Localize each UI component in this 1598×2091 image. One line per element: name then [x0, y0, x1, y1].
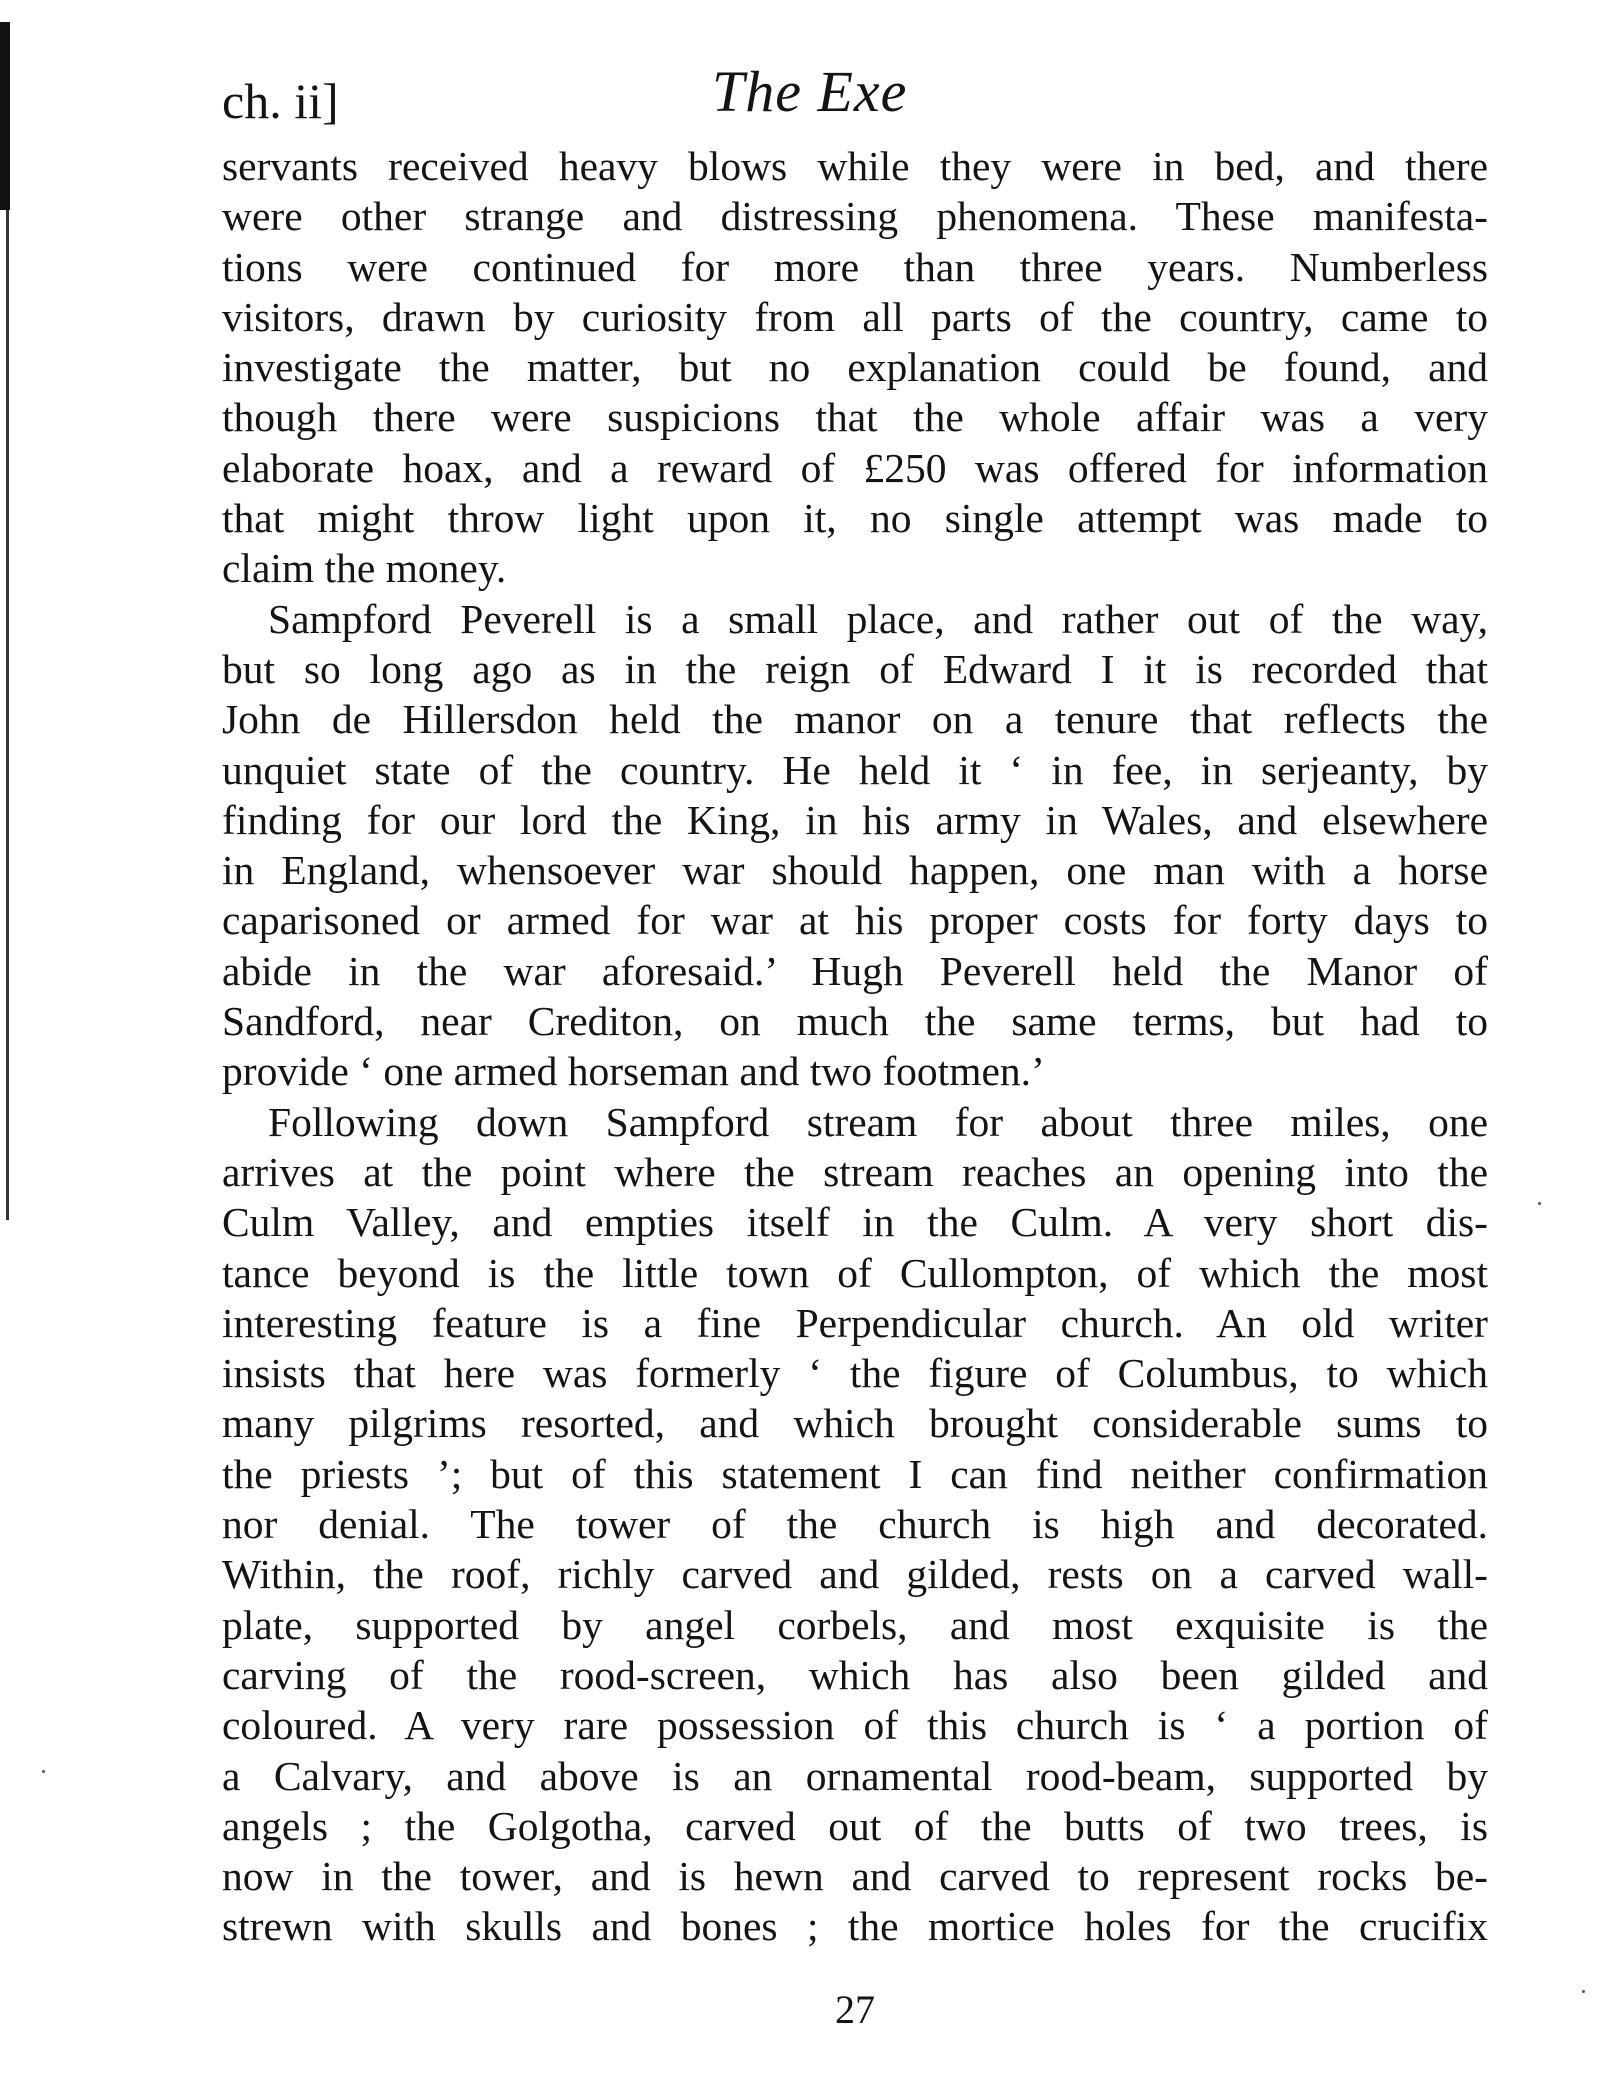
running-header [222, 58, 1488, 138]
text-line: coloured. A very rare possession of this church is ‘ a portion of [222, 1702, 1488, 1749]
text-line: tions were continued for more than three years. Numberless [222, 243, 1488, 290]
text-line: a Calvary, and above is an ornamental rood-beam, supported by [222, 1752, 1488, 1799]
text-line: investigate the matter, but no explanation could be found, and [222, 344, 1488, 391]
text-line: unquiet state of the country. He held it ‘ in fee, in serjeanty, by [222, 746, 1488, 793]
text-line: arrives at the point where the stream reaches an opening into the [222, 1148, 1488, 1195]
text-line: plate, supported by angel corbels, and most exquisite is the [222, 1601, 1488, 1648]
text-line: Following down Sampford stream for about three miles, one [268, 1098, 1488, 1145]
text-line: Culm Valley, and empties itself in the Culm. A very short dis- [222, 1199, 1488, 1246]
text-line: insists that here was formerly ‘ the figure of Columbus, to which [222, 1350, 1488, 1397]
page-number: 27 [835, 1987, 875, 2032]
text-line: visitors, drawn by curiosity from all parts of the country, came to [222, 293, 1488, 340]
text-line: caparisoned or armed for war at his proper costs for forty days to [222, 897, 1488, 944]
text-line: elaborate hoax, and a reward of £250 was offered for information [222, 444, 1488, 491]
chapter-label: ch. ii] [222, 73, 339, 129]
paragraph [222, 141, 1488, 594]
text-line: tance beyond is the little town of Cullompton, of which the most [222, 1249, 1488, 1296]
text-line: servants received heavy blows while they were in bed, and there [222, 143, 1488, 189]
paragraph [222, 594, 1488, 1097]
scan-speck [1538, 1202, 1541, 1205]
paragraph [222, 1097, 1488, 1952]
scan-edge-mark [0, 22, 10, 210]
text-line: now in the tower, and is hewn and carved to represent rocks be- [222, 1853, 1488, 1900]
scan-speck [42, 1770, 45, 1773]
text-line: interesting feature is a fine Perpendicular church. An old writer [222, 1299, 1488, 1346]
text-line: strewn with skulls and bones ; the mortice holes for the crucifix [222, 1903, 1488, 1950]
text-line: provide ‘ one armed horseman and two footmen.’ [222, 1048, 1045, 1095]
text-line: claim the money. [222, 545, 507, 592]
text-line: abide in the war aforesaid.’ Hugh Peverell held the Manor of [222, 947, 1488, 994]
text-line: Sampford Peverell is a small place, and rather out of the way, [268, 595, 1488, 642]
text-line: though there were suspicions that the whole affair was a very [222, 394, 1488, 441]
text-line: were other strange and distressing phenomena. These manifesta- [222, 193, 1488, 240]
text-line: nor denial. The tower of the church is high and decorated. [222, 1501, 1488, 1548]
text-line: angels ; the Golgotha, carved out of the butts of two trees, is [222, 1802, 1488, 1849]
text-line: but so long ago as in the reign of Edward I it is recorded that [222, 645, 1488, 692]
page-title: The Exe [712, 59, 908, 124]
body-text [222, 141, 1488, 1952]
text-line: in England, whensoever war should happen, one man with a horse [222, 847, 1488, 894]
scan-edge-line [6, 210, 9, 1220]
text-line: John de Hillersdon held the manor on a tenure that reflects the [222, 696, 1488, 743]
text-line: carving of the rood-screen, which has also been gilded and [222, 1651, 1488, 1698]
text-line: Within, the roof, richly carved and gilded, rests on a carved wall- [222, 1551, 1488, 1598]
text-line: many pilgrims resorted, and which brought considerable sums to [222, 1400, 1488, 1447]
text-line: that might throw light upon it, no single attempt was made to [222, 495, 1488, 542]
text-line: the priests ’; but of this statement I can find neither confirmation [222, 1450, 1488, 1497]
text-line: finding for our lord the King, in his army in Wales, and elsewhere [222, 796, 1488, 843]
text-line: Sandford, near Crediton, on much the same terms, but had to [222, 998, 1488, 1045]
